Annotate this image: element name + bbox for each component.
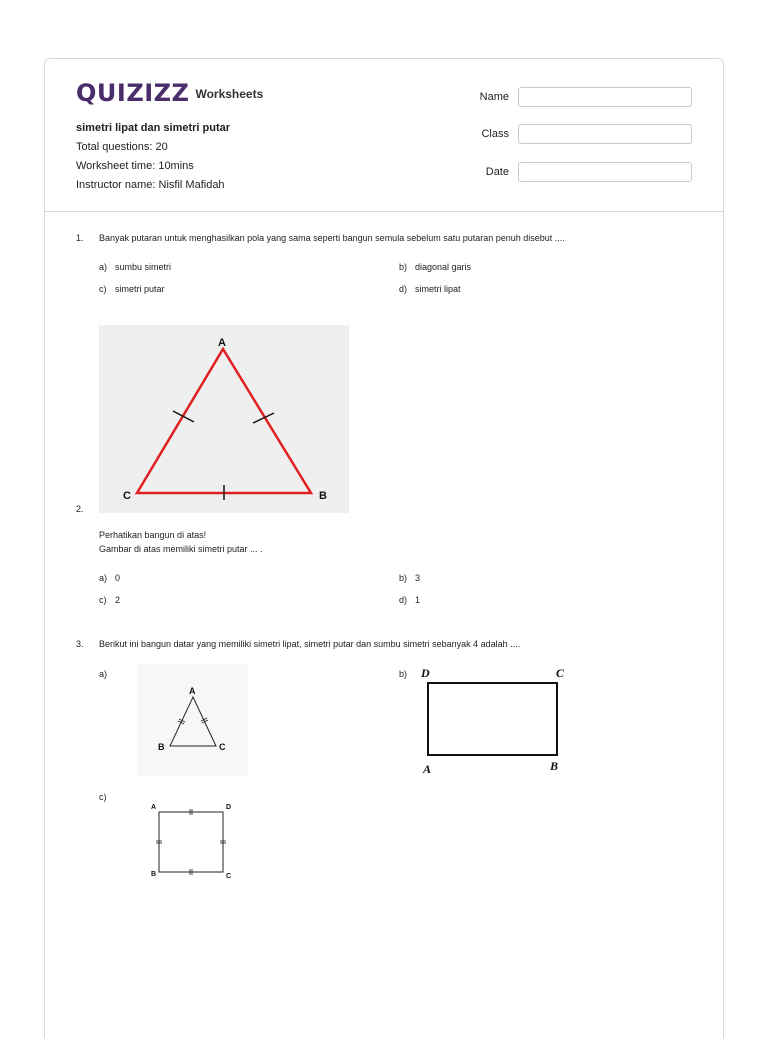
option-b-rectangle-figure [416, 662, 576, 778]
square-shape [159, 812, 223, 872]
option-letter: c) [99, 595, 107, 605]
worksheet-meta [76, 119, 230, 195]
option-text: simetri lipat [415, 284, 461, 294]
option-letter: d) [399, 595, 408, 605]
quizizz-logo [76, 79, 263, 107]
vertex-label-b: B [550, 759, 559, 773]
option-text: 3 [415, 573, 421, 583]
option-text: diagonal garis [415, 262, 472, 272]
option-text: 0 [115, 573, 121, 583]
option-letter: c) [99, 792, 107, 802]
vertex-label-a: A [189, 686, 196, 696]
question-3-option-b[interactable] [399, 669, 415, 679]
worksheet-title: simetri lipat dan simetri putar [76, 122, 231, 134]
question-2-triangle-figure [99, 325, 349, 513]
figure-background [138, 664, 248, 776]
question-3-text: Berikut ini bangun datar yang memiliki simetri lipat, simetri putar dan sumbu simetri sebanyak 4 adalah .... [99, 639, 521, 649]
option-letter: b) [399, 573, 408, 583]
option-a-triangle-figure [138, 664, 248, 776]
class-field[interactable] [518, 124, 692, 144]
question-1-number: 1. [76, 233, 84, 243]
question-2-option-a[interactable] [99, 573, 120, 583]
vertex-label-c: C [226, 873, 232, 880]
name-field[interactable] [518, 87, 692, 107]
question-2-number: 2. [76, 504, 84, 514]
question-2-option-b[interactable] [399, 573, 420, 583]
option-letter: b) [399, 262, 408, 272]
question-3-option-c[interactable] [99, 792, 115, 802]
name-label: Name [479, 91, 509, 103]
option-letter: a) [99, 262, 108, 272]
option-text: 2 [115, 595, 121, 605]
logo-wordmark: QUIZIZZ [76, 79, 190, 107]
vertex-label-a: A [218, 337, 226, 349]
option-text: 1 [415, 595, 421, 605]
question-2-option-d[interactable] [399, 595, 420, 605]
figure-background [99, 325, 349, 513]
option-text: sumbu simetri [115, 262, 172, 272]
worksheet-time: Worksheet time: 10mins [76, 160, 194, 172]
class-label: Class [481, 128, 509, 140]
question-1-option-c[interactable] [99, 284, 165, 294]
vertex-label-b: B [158, 742, 165, 752]
rectangle-shape [428, 683, 557, 755]
instructor-name: Instructor name: Nisfil Mafidah [76, 179, 225, 191]
date-field[interactable] [518, 162, 692, 182]
question-3-number: 3. [76, 639, 84, 649]
vertex-label-c: C [219, 742, 226, 752]
vertex-label-b: B [319, 490, 327, 502]
question-2-text-line2: Gambar di atas memiliki simetri putar ... . [99, 544, 263, 554]
question-1-text: Banyak putaran untuk menghasilkan pola yang sama seperti bangun semula sebelum satu putaran penuh disebut .... [99, 233, 565, 243]
vertex-label-c: C [556, 666, 565, 680]
question-2-text-line1: Perhatikan bangun di atas! [99, 530, 207, 540]
logo-subtitle: Worksheets [195, 87, 264, 101]
question-1-option-a[interactable] [99, 262, 171, 272]
question-3-option-a[interactable] [99, 669, 115, 679]
vertex-label-a: A [423, 762, 432, 776]
option-letter: c) [99, 284, 107, 294]
question-1-option-b[interactable] [399, 262, 471, 272]
option-letter: d) [399, 284, 408, 294]
option-text: simetri putar [115, 284, 165, 294]
vertex-label-d: D [421, 666, 430, 680]
vertex-label-a: A [151, 804, 157, 811]
vertex-label-d: D [226, 804, 232, 811]
vertex-label-b: B [151, 871, 157, 878]
option-c-square-figure [142, 798, 242, 884]
date-label: Date [485, 166, 509, 178]
question-1-option-d[interactable] [399, 284, 461, 294]
worksheet-header [45, 59, 723, 212]
option-letter: b) [399, 669, 408, 679]
question-2-option-c[interactable] [99, 595, 120, 605]
option-letter: a) [99, 573, 108, 583]
total-questions: Total questions: 20 [76, 141, 168, 153]
option-letter: a) [99, 669, 108, 679]
vertex-label-c: C [123, 490, 131, 502]
